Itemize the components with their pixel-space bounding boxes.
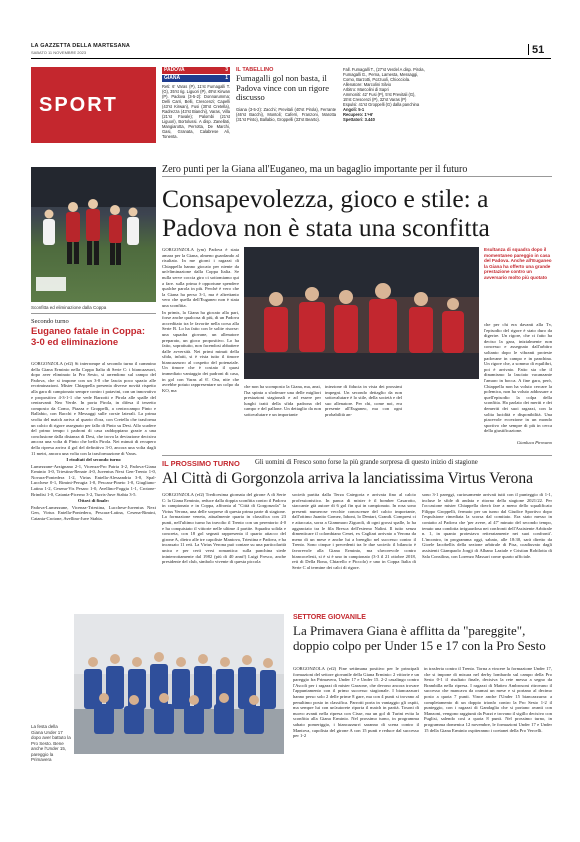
main-col2: che non ha scomposto la Giana, ma, anzi, l'ha spinta a sfoderare una delle migliori prestazioni stagionali e ad essere per lunghi tratti della sfida padrona del campo e del pallone. Un dettaglio da non sottovalutare e un importante	[244, 384, 321, 417]
main-col1-text: GORGONZOLA (ym) Padova è stata amara per la Giana, almeno guardando al risultato. In me giorni i ragazzi di Chiappella hanno giocato per niente da un'eliminazione dalla Coppa Italia. Se nulla serve coccia giro ci sottomiamo qui a fare. sulla prima è opportune spendere qualche parola in più. Perché è vero che la Giana ha perso 3-1, ma è altrettanto vero che quella dell'Euganeo non è stata una sconfitta.	[162, 247, 239, 308]
home-score: 3	[225, 67, 228, 73]
side-text: GORGONZOLA (ef2) Si interrompe al secondo turno il cammino della Giana Erminio nella Coppa Italia di Serie C: i biancazzurri, dopo aver eliminato la Pro Sesto, si arrendono sul campo del Padova, che si impone con un 3-0 che lascia poco spazio alle recriminazioni. Mister Chiappella presenta diverse novità rispetto alla gara di campionato sempre contro i patavini, con un innovativo e propositivo 4-3-1-1 che vede Barzotti e Pirola alle spalle del centravanti Neo Verde. In porta Pirola, in difesa il terzetto composto da Como, Piazza e Groppelli, a centrocampo Pinto e Ballabio, con Bacchi e Messaggi sulle corsie laterali. La prima svolta del match arriva al quarto d'ora, con Cretella che trasforma un calcio di rigore assegnato per fallo di Pinto su Desi. Allo scadere del primo tempo i padroni di casa raddoppiano grazie a una conclusione dalla distanza di Desi, che trova la deviazione decisiva ancora una volta di Pinto che beffa Pirola. Nei minuti di recupero della ripresa arriva il gol del definitivo 3-0, ancora una volta dagli 11 metri, ancora una volta con la trasformazione di Varas.	[31, 361, 156, 456]
tabellino-spettatori: Spettatori: 3.440	[343, 117, 375, 122]
main-col1b-text: In primis, la Giana ha giocato alla pari, forse anche qualcosa di più, di un Padova accreditato tra le favorite nella corsa alla Serie B. Lo ha fatto con le solite risorse: una squadra giovane, un allenatore preparato, un gioco propositivo. Lo ha fatto, soprattutto, non facendosi abbattere dalle avversità. Nei primi minuti della sfida, infatti, si è vista tutto il timore biancazzurro al cospetto del potenziale. Un timore che è costato il quasi immediato vantaggio dei padroni di casa, in gol con Varas al 6'. Ora, nite che avrebbe potuto rappresentare un colpo da KO, ma	[162, 309, 239, 393]
tabellino-lineup: Giana (3-5-2): Zacchi; Previtali (40'st Pirola), Ferrante (46'st Bacchi), Montoli; Caferri, Franzoni, Marotta (31'st Pinto), Ballabio, Groppelli (33'st Bearto).	[236, 106, 336, 122]
coppa-photo-image	[31, 167, 156, 302]
turno-col3: sono 3-1 pareggi, curiosamente arrivati tutti con il punteggio di 1-1, incluse le sfide di andata e ritorno della stagione 2021/22. Per l'occasione mister Chiappella dovrà fare a meno dello squalificato Filippo Groppelli, fermato per un turno dal Giudice Sportivo dopo l'espulsione rimediata la scorsa dal comitato. Era stato messo in contatto al Padova che 'per avere, al 47' minuto del secondo tempo, tenuto una condotta irriguardosa nei confronti dell'Assistente Arbitrale n. 1, in quanto protestava reiteratamente nei suoi confronti'. L'incontro, in programma oggi, sabato, alle 18:30, sarà diretto da Gioele Iacobellis della sezione arbitrale di Pisa, coadiuvato dagli assistenti Giampaolo Jorgji di Albano Laziale e Cristian Robilotta di Sala Consilina, con Lorenzo Massari come quarto ufficiale.	[422, 492, 552, 559]
tabellino-headline: Fumagalli gol non basta, il Padova vince con un rigore discusso	[236, 73, 329, 102]
turno-col2: società partita dalla Terza Categoria e arrivata fino al calcio professionistico. In panca di mister è il bomber Casarotto, staccante già autore di 6 gol fin qui in campionato. In rosa sono presenti numerose vecchie conoscenze del calcio importante, dall'ottimo Juanito Gomez, Iaboni, lo Dentari, Grandi. Compresi ci e attaccata, sorra a Giammaro Ziguroli, di ogni grossi spalle, lo ha agganciato tra le fila Bresca dell'esterno Nalini. Il tutto senza dimenticare il colombiano Cenei, ex Cagliari arrivato a Verona da meno di un mese e anche lui a brenglio nel successo contro il Trento. Sono cinque i precedenti tra le due società: il bilancio è favorevole alla Giana Erminio, ma sfavorevole contro biancocelesti, si è si è uno in campionato (3-3 il 21 ottobre 2018, reti di Della Bona, Chiarello e Piccolo) e uno in Coppa Italia di Serie C al termine dei calci di rigore.	[292, 492, 416, 570]
main-col1	[162, 247, 239, 447]
giovanile-photo	[74, 614, 284, 754]
giovanile-photo-caption: La festa della Giana Under 17 dopo aver battuto la Pro Sesto. Bene anche l'Under 15, pareggio la Primavera	[31, 724, 71, 762]
turno-kicker: Gli uomini di Fresco sono forse la più grande sorpresa di questo inizio di stagione	[255, 459, 478, 466]
masthead-date: SABATO 11 NOVEMBRE 2023	[31, 50, 87, 55]
main-photo-caption: Esultanza di squadra dopo il momentaneo pareggio in casa del Padova. Anche all'Euganeo la Giana ha offerto una grande prestazione contro un avversario molto più quotato	[484, 247, 552, 280]
turno-rule	[162, 455, 552, 456]
main-col4-text: che per chi era davanti alla Tv, l'episodio del rigore è stato duro da digerire. Un rigore, che ci fatto ha deciso la gara, inizialmente non concesso e assegnato dall'arbitro soltanto dopo le vibranti proteste padovane in campo e in panchina. Un rigore che, a sommo di equilibri, poi è arrivato. Fatto sta che il dinamismo la lasciato vacanzante l'amaro in bocca. A fine gara, però, Chiappella non ha voluto cercare la polemica, non ha voluto addossare a quell'episodio la colpa della sconfitta. Ha parlato dei meriti e dei demeriti dei suoi ragazzi, con la solita lucidità e disponibilità. Una piacevole eccezione in un mondo sportivo che sempre di più in cerca della giustificazione.	[484, 322, 552, 434]
tabellino-recupero: Recupero: 1'+6'	[343, 112, 374, 117]
masthead-rule	[31, 58, 551, 59]
main-col3: iniezione di fiducia in vista dei prossimi impegni. Un secondo dettaglio da non sottovalutare è lo stile, della società e del suo allenatore. Per chi, come noi, era presente all'Euganeo, ma con ogni probabilità an-	[325, 384, 402, 417]
coppa-photo-caption: Sconfitta ed eliminazione dalla Coppa	[31, 305, 107, 310]
tabellino-right	[343, 67, 425, 122]
away-team: GIANA	[164, 75, 181, 81]
page-number: 51	[528, 44, 544, 56]
main-kicker: Zero punti per la Giana all'Euganeo, ma un bagaglio importante per il futuro	[162, 164, 468, 175]
main-headline: Consapevolezza, gioco e stile: a Padova non è stata una sconfitta	[162, 184, 490, 242]
side-headline: Euganeo fatale in Coppa: 3-0 ed eliminazione	[31, 326, 146, 348]
turno-col1: GORGONZOLA (ef2) Tredicesima giornata del girone A di Serie C: la Giana Erminio, reduce dalla doppia sconfitta contro il Padova in campionato e in Coppa, affronta al "Città di Gorgonzola" la Virtus Verona, una delle sorprese di questa prima parte di stagione. La formazione veneta, attualmente quarta in classifica con 23 punti, nell'ultimo turno ha travolto il Trento con un perentorio 4-0 e ha conquistato il vittorie nelle ultime 4 partite. Squadra solida e concreta, con 18 gol segnati rappresenta il quarto attacco del girone A, dietro alle tre capoliste Mantova, Triestina e Padova, e ha incassato 11 reti. La Virtus Verona può contare su una particolarità unica e per certi versi romantica: sulla panchina siede ininterrottamente dal 1982 (più di 40 anni!) Luigi Fresco, anche presidente del club, simbolo vivente di questa piccola	[162, 492, 286, 565]
side-ottavi: Padova-Lumezzane, Vicenza-Triestina, Lucchese-Juventus Next Gen, Virtus Entella-Pontedera, Pescara-Latina, Cesena-Rimini, Catania-Crotone, Avellino-Juve Stabia.	[31, 504, 156, 522]
tabellino-label: IL TABELLINO	[236, 67, 274, 73]
giovanile-label: SETTORE GIOVANILE	[293, 614, 366, 621]
giovanile-col2: in trasferta contro il Trento. Torna a vincere la formazione Under 17, che si impone di misura nel derby lombardo sul campo della Pro Sesto 0-1 il risultato finale, decisiva la rete messa a segno da Brambilla nella ripresa. I ragazzi di Matteo Ambrosoni ritrovano il successo che mancava da oramai un mese e si portano al decimo posto a quota 7 punti. Vince anche l'Under 15 biancazzurra: a completamento di un doppio trionfo contro la Pro Sesto 1-2 il punteggio, con i ragazzi di Gandaglia che si portano avanti con Manzoni, vengono raggiunti da Puzzi e trovano il sigillo decisivo con Puglisi, salendo così a quota 8 punti. Nel prossimo turno, in programma domenica 12 novembre, le formazioni Under 17 e Under 15 della Giana Erminio ospiteranno i coetanei della Pro Vercelli.	[424, 666, 552, 733]
main-col4	[406, 322, 552, 447]
tabellino-arbitro: Arbitro: Marcolini di Sapri	[343, 87, 389, 92]
tabellino-espulsi: Espulsi: 41'st Groppelli (G) dalla panchina	[343, 102, 420, 107]
away-score: 1	[225, 75, 228, 81]
tabellino-right-text: Fall. Fumagalli T., (27'st Verdel A disp. Pirola, Fumagalli G., Perna, Lamesta, Messaggi, Como, Barzotti, Pozzuoli, Chiocciola.	[343, 67, 425, 82]
tabellino-box	[236, 67, 336, 135]
side-kicker: Secondo turno	[31, 318, 69, 325]
side-ottavi-title: Ottavi di finale:	[77, 498, 110, 504]
main-byline: Gianluca Pirovano	[516, 440, 552, 445]
kicker-rule	[162, 176, 552, 177]
coppa-photo	[31, 167, 156, 302]
lineup-padova: Reti: 6' Varas (P), 11'st Fumagalli T. (G), 35'st rig. Liguori (P), 49'st Kirwan (P). Padova (3-5-2): Donnarumma; Delli Carri, Belli, Crescenzi; Capelli (43'st Kirwan), Fusi (30'st Cretella), Radrezza (43'st Bianchi), Varas, Villa (21'st Favale); Palombi (21'st Liguori), Bortolussi. A disp. Zanellati, Mangiarotta, Perrotta, De Marchi, Gasi, Granata, Calabrese Ali, Tonenta.	[162, 84, 230, 139]
side-results-title: I risultati del secondo turno	[66, 457, 121, 463]
side-rule	[31, 313, 156, 314]
section-label	[31, 67, 156, 143]
tabellino-angoli: Angoli: 5-1	[343, 107, 365, 112]
turno-label: IL PROSSIMO TURNO	[162, 459, 240, 468]
section-label-text: SPORT	[39, 93, 118, 116]
tabellino-ammoniti: Ammoniti: 42' Fusi (P), 5'st Previtali (G), 15'st Crescenzi (P), 32'st Varas (P)	[343, 92, 416, 102]
score-box	[162, 67, 230, 146]
home-team: PADOVA	[164, 67, 185, 73]
tabellino-allenatore: Allenatore: Marcolini Silvio	[343, 82, 392, 87]
turno-headline: Al Città di Gorgonzola arriva la lanciatissima Virtus Verona	[162, 470, 533, 487]
side-body	[31, 361, 156, 587]
giovanile-headline: La Primavera Giana è afflitta da "pareggite", doppio colpo per Under 15 e 17 con la Pro Sesto	[293, 623, 546, 653]
giovanile-photo-image	[74, 614, 284, 754]
side-results: Lumezzane-Arzignano 2-1, Vicenza-Pro Patria 3-2, Padova-Giana Erminio 3-0, Triestina-Renate 4-0, Juventus Next Gen-Trento 1-0, Novara-Pontedera 1-2, Virtus Entella-Alessandria 3-0, Spal-Lucchese 0-1, Rimini-Perugia 1-0, Pescara-Pineto 1-0, Giugliano-Latina 1-2, Cesena-Vis Pesaro 1-0, Avellino-Foggia 1-1, Crotone-Brindisi 1-0, Catania-Picerno 3-2, Turris-Juve Stabia 3-5.	[31, 463, 156, 497]
score-row-home	[162, 67, 230, 74]
masthead-title: LA GAZZETTA DELLA MARTESANA	[31, 43, 131, 49]
score-row-away	[162, 75, 230, 82]
giovanile-col1: GORGONZOLA (ef2) Fine settimana positivo per le principali formazioni del settore giovanile della Giana Erminio: 2 vittorie e un pareggio fra Primavera, Under 17 e Under 15. 2-2 casalingo contro l'Ascoli per i ragazzi di mister Garzone, che devono ancora trovare l'appuntamento con il primo successo stagionale. I biancazzurri hanno perso solo 2 delle prime 8 gare, ma con 4 punti si trovano al penultimo posto in classifica. Parrotti porta in vantaggio gli ospiti, ma sempre lui con un'autorete riporta il match in parità. Tosoni di nuovo avanti nella ripresa con Cisse, ma un gol di Turini evita la sconfitta alla Giana Erminio. Nel prossimo turno, in programma sabato pomeriggio, i biancazzurri saranno di scena contro il Mantova, capolista del girone A con 15 punti e reduce dal successo per 1-2	[293, 666, 419, 739]
